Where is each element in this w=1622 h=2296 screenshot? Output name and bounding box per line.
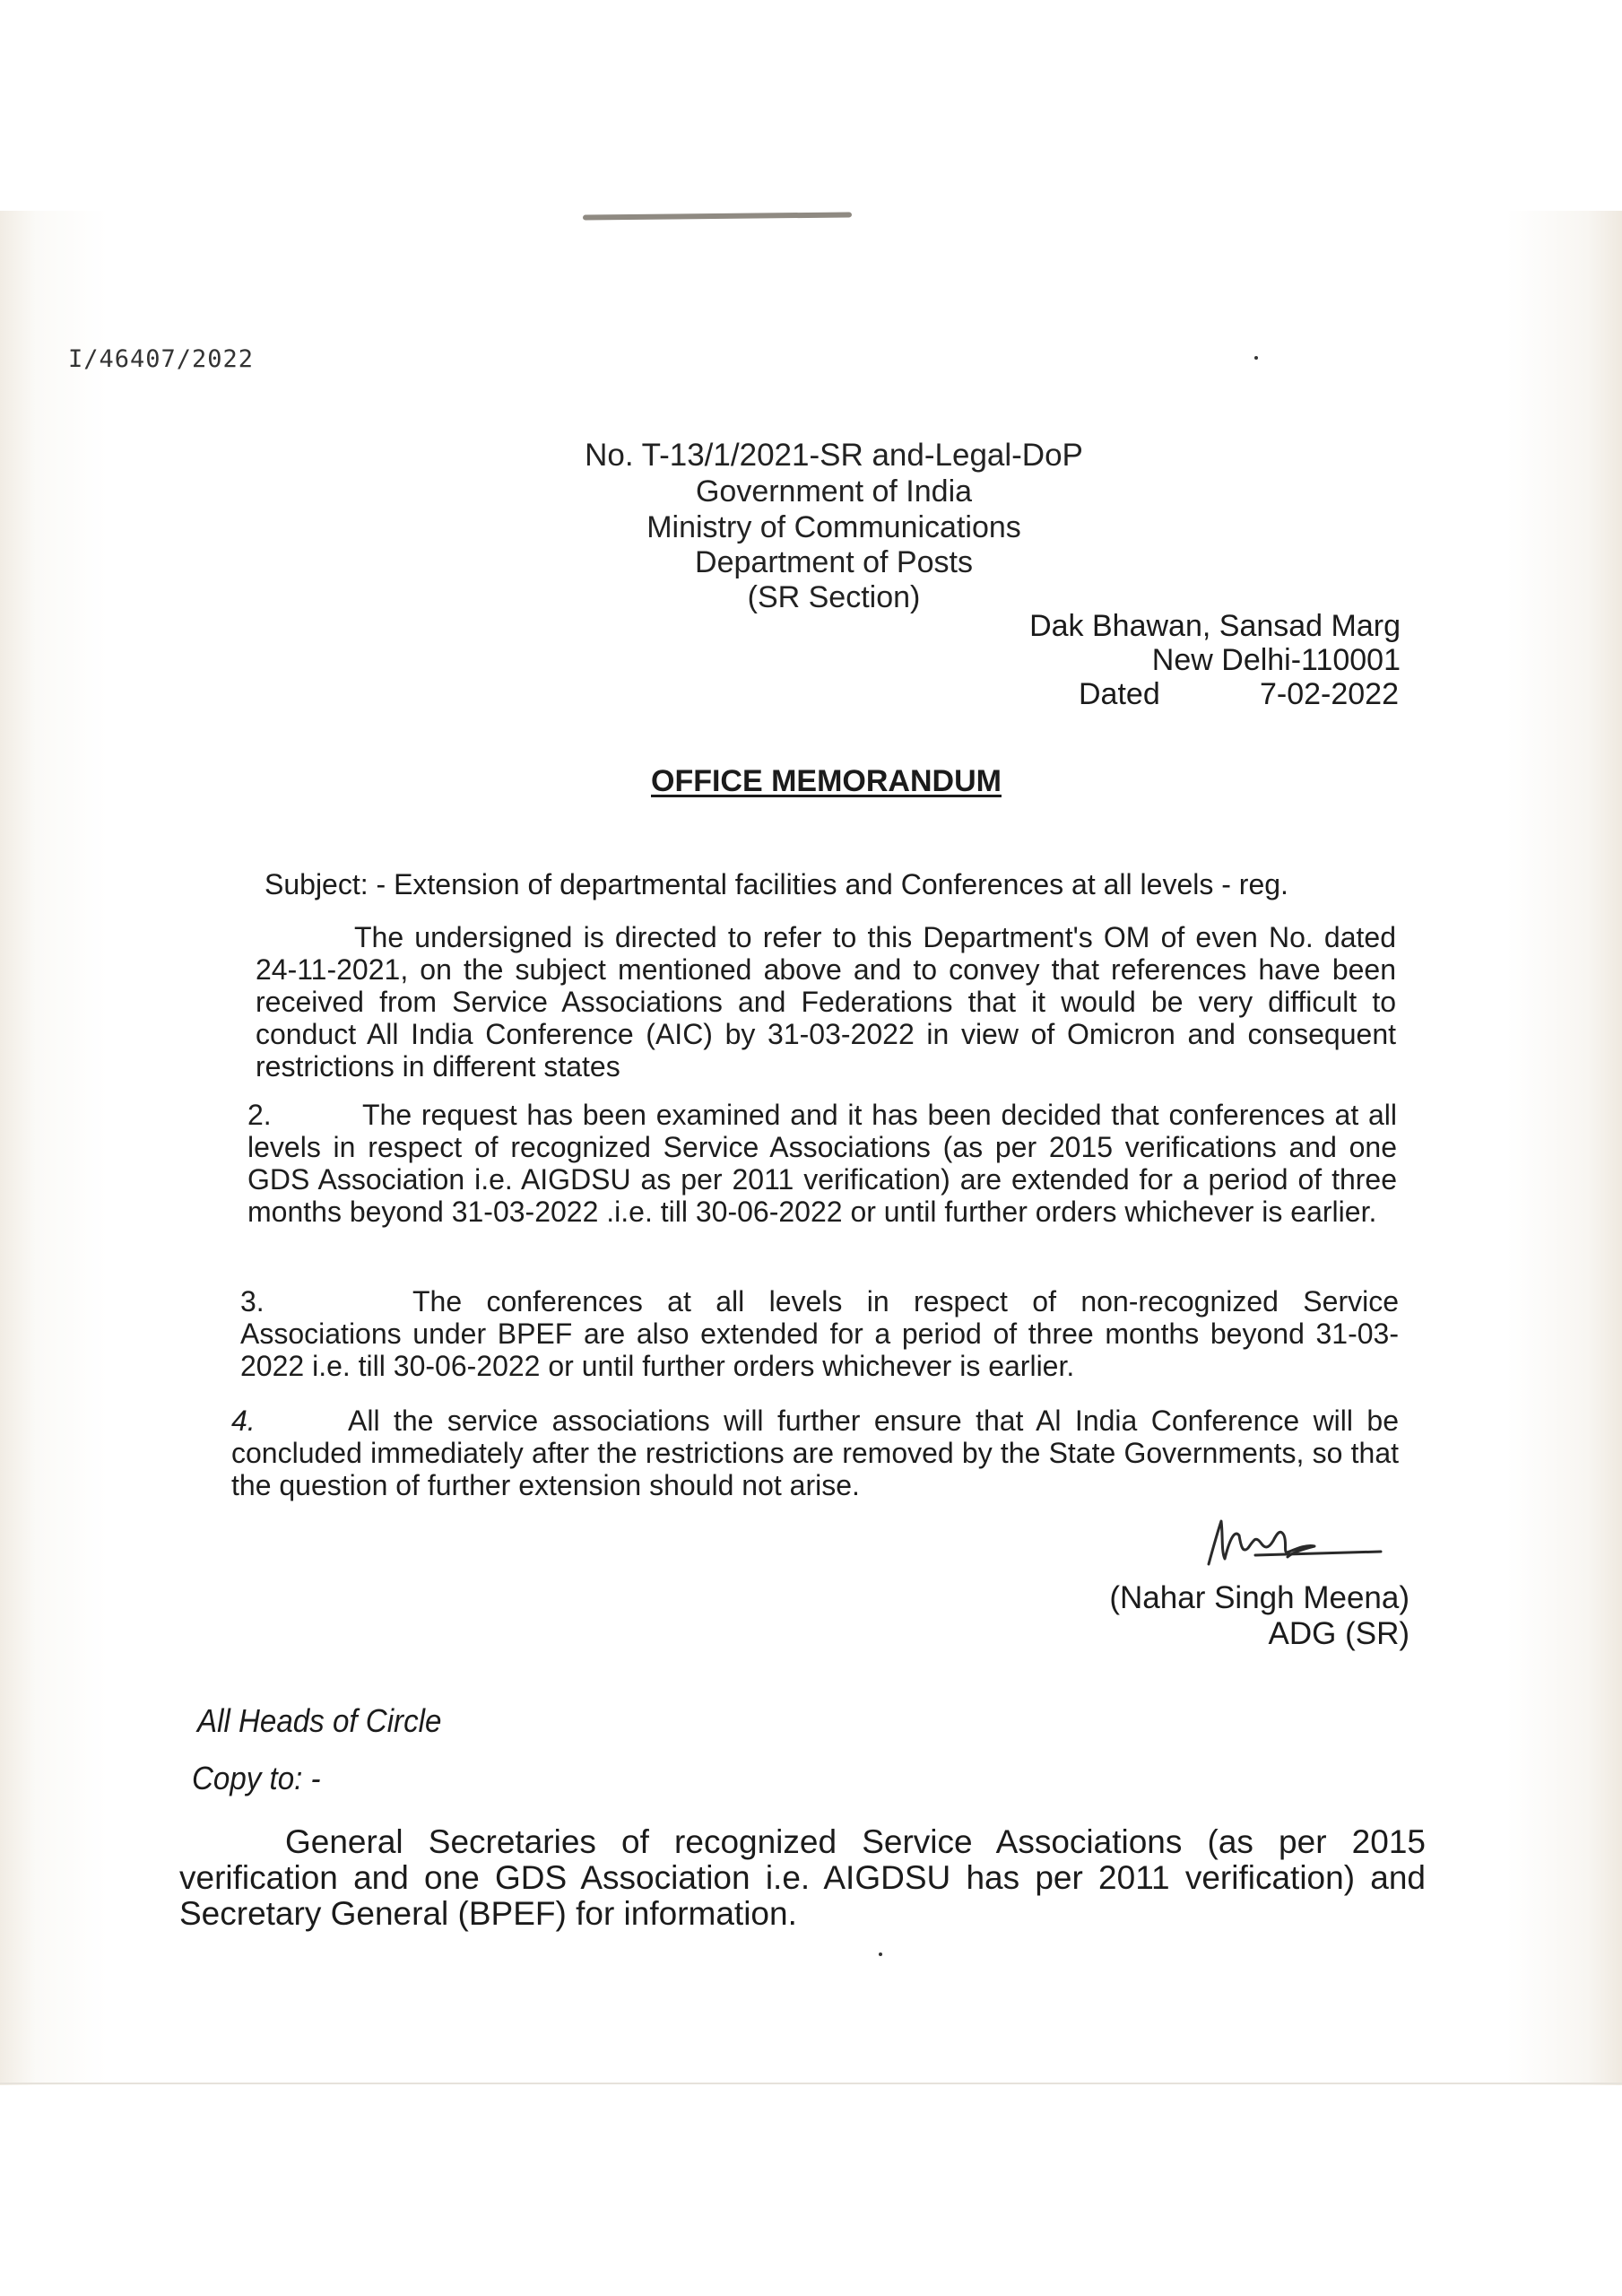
address-line-1: Dak Bhawan, Sansad Marg [1029,609,1401,643]
paragraph-2 [247,1099,1397,1228]
paragraph-4-text: All the service associations will further ensure that Al India Conference will be concluded immediately after the restrictions are removed by the State Governments, so that the question of further extension should not arise. [231,1405,1399,1501]
file-reference: I/46407/2022 [68,345,255,373]
dated-label: Dated [1079,677,1160,711]
page-bottom-edge [0,2083,1622,2084]
paragraph-2-text: The request has been examined and it has been decided that conferences at all levels in respect of recognized Service Associations (as per 2015 verifications and one GDS Association i.e. AIGDSU as per 2011 verification) are extended for a period of three months beyond 31-03-2022 .i.e. till 30-06-2022 or until further orders whichever is earlier. [247,1099,1397,1228]
memo-title: OFFICE MEMORANDUM [651,764,1002,798]
copy-to-text: General Secretaries of recognized Service Associations (as per 2015 verification and one GDS Association i.e. AIGDSU has per 2011 verification) and Secretary General (BPEF) for information. [179,1823,1426,1932]
paragraph-3-text: The conferences at all levels in respect of non-recognized Service Associations under BPEF are also extended for a period of three months beyond 31-03-2022 i.e. till 30-06-2022 or until further orders whichever is earlier. [240,1285,1399,1382]
paragraph-4 [231,1405,1399,1501]
paragraph-3 [240,1285,1399,1382]
paragraph-4-number: 4. [231,1405,256,1437]
speck [1254,356,1258,360]
copy-to-label: Copy to: - [192,1760,321,1796]
address-line-2: New Delhi-110001 [1151,643,1401,677]
signatory-designation: ADG (SR) [1268,1616,1409,1651]
handwritten-signature [1201,1509,1390,1580]
addressee: All Heads of Circle [197,1702,442,1739]
subject-line: Subject: - Extension of departmental facilities and Conferences at all levels - reg. [265,868,1288,900]
paragraph-1: The undersigned is directed to refer to this Department's OM of even No. dated 24-11-2021, on the subject mentioned above and to convey that references have been received from Service Associations and Federations that it would be very difficult to conduct All India Conference (AIC) by 31-03-2022 in view of Omicron and consequent restrictions in different states [256,921,1396,1083]
government-line: Government of India [695,474,973,509]
speck [879,1952,882,1956]
memo-number: No. T-13/1/2021-SR and-Legal-DoP [585,438,1083,473]
section-line: (SR Section) [747,580,921,614]
dated-value: 7-02-2022 [1259,677,1399,711]
ministry-line: Ministry of Communications [646,510,1021,544]
department-line: Department of Posts [695,545,973,579]
signatory-name: (Nahar Singh Meena) [1109,1580,1409,1615]
paragraph-3-number: 3. [240,1285,265,1318]
paragraph-2-number: 2. [247,1099,272,1131]
